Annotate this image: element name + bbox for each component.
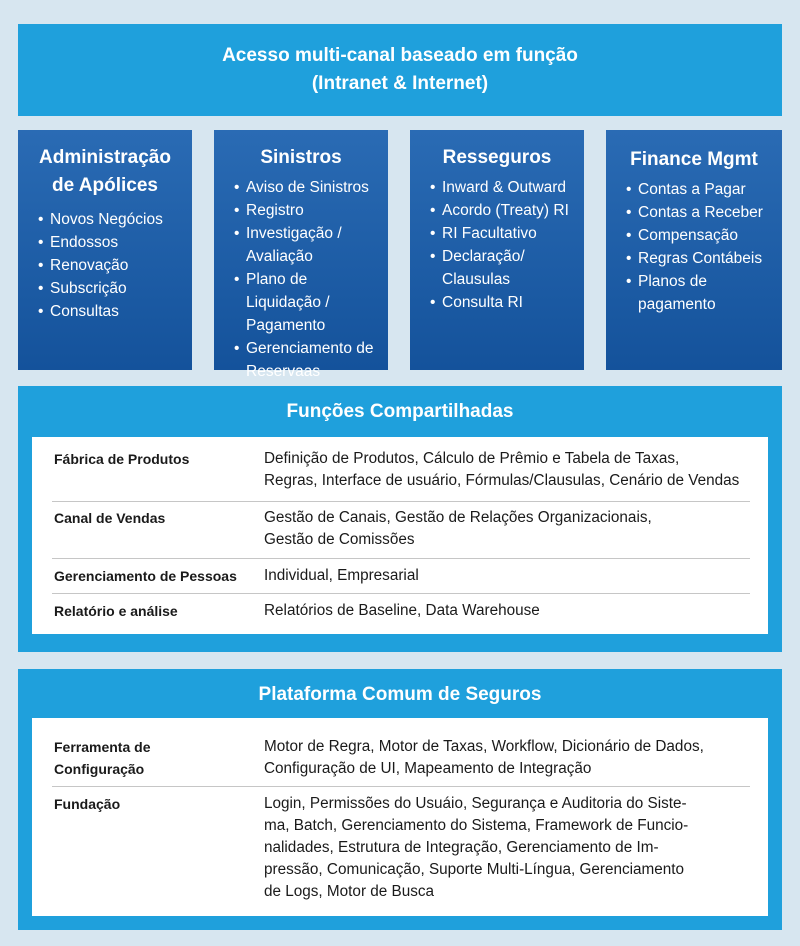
list-item: • Inward & Outward bbox=[430, 176, 578, 199]
list-item: • Acordo (Treaty) RI bbox=[430, 199, 578, 222]
table-row bbox=[54, 448, 750, 492]
list-item: • Subscrição bbox=[38, 277, 186, 300]
module-list bbox=[606, 178, 782, 316]
table-row bbox=[54, 565, 750, 587]
banner-title: Acesso multi-canal baseado em função bbox=[222, 45, 578, 66]
row-label: Canal de Vendas bbox=[54, 510, 166, 526]
list-item: • Consulta RI bbox=[430, 291, 578, 314]
list-item: • Consultas bbox=[38, 300, 186, 323]
module-policy-admin bbox=[18, 130, 192, 370]
list-item: • Investigação / Avaliação bbox=[234, 222, 382, 268]
list-item: • Planos de pagamento bbox=[626, 270, 776, 316]
row-value-line: ma, Batch, Gerenciamento do Sistema, Framework de Funcio- bbox=[264, 817, 689, 834]
insurance-platform-section bbox=[18, 669, 782, 930]
divider bbox=[52, 593, 750, 594]
module-title-line: Administração bbox=[39, 147, 171, 168]
row-value bbox=[264, 793, 750, 903]
list-item: • Endossos bbox=[38, 231, 186, 254]
banner-subtitle: (Intranet & Internet) bbox=[311, 73, 489, 94]
table-row bbox=[54, 793, 750, 903]
list-item: • Declaração/ Clausulas bbox=[430, 245, 578, 291]
divider bbox=[52, 786, 750, 787]
insurance-platform-panel bbox=[32, 718, 768, 916]
row-label: Fábrica de Produtos bbox=[54, 451, 190, 467]
list-item: • Regras Contábeis bbox=[626, 247, 776, 270]
row-value-line: Login, Permissões do Usuáio, Segurança e Auditoria do Siste- bbox=[264, 795, 687, 812]
section-title: Plataforma Comum de Seguros bbox=[258, 684, 542, 705]
list-item: • Aviso de Sinistros bbox=[234, 176, 382, 199]
divider bbox=[52, 501, 750, 502]
module-title: Finance Mgmt bbox=[630, 149, 758, 170]
module-reinsurance bbox=[410, 130, 584, 370]
module-title: Resseguros bbox=[442, 147, 552, 168]
row-value-line: Motor de Regra, Motor de Taxas, Workflow, Dicionário de Dados, bbox=[264, 738, 704, 755]
row-value-line: nalidades, Estrutura de Integração, Gerenciamento de Im- bbox=[264, 839, 659, 856]
table-row bbox=[54, 736, 750, 780]
shared-functions-panel bbox=[32, 437, 768, 634]
list-item: • Novos Negócios bbox=[38, 208, 186, 231]
shared-functions-section bbox=[18, 386, 782, 652]
row-value: Individual, Empresarial bbox=[264, 567, 419, 584]
module-finance bbox=[606, 130, 782, 370]
module-claims bbox=[214, 130, 388, 380]
row-label: Relatório e análise bbox=[54, 603, 178, 619]
module-title-line: de Apólices bbox=[52, 175, 158, 196]
row-value-line: Gestão de Canais, Gestão de Relações Organizacionais, bbox=[264, 509, 652, 526]
row-label-line: Ferramenta de bbox=[54, 739, 151, 755]
module-title bbox=[18, 130, 192, 200]
row-value bbox=[264, 448, 750, 492]
row-value: Relatórios de Baseline, Data Warehouse bbox=[264, 602, 540, 619]
divider bbox=[52, 558, 750, 559]
row-value-line: Configuração de UI, Mapeamento de Integração bbox=[264, 760, 592, 777]
list-item: • Renovação bbox=[38, 254, 186, 277]
row-label bbox=[54, 736, 264, 780]
table-row bbox=[54, 600, 750, 622]
module-list bbox=[214, 176, 388, 383]
table-row bbox=[54, 507, 750, 551]
row-value-line: pressão, Comunicação, Suporte Multi-Língua, Gerenciamento bbox=[264, 861, 685, 878]
row-value-line: Definição de Produtos, Cálculo de Prêmio e Tabela de Taxas, bbox=[264, 450, 680, 467]
module-title: Sinistros bbox=[260, 147, 342, 168]
list-item: • Contas a Pagar bbox=[626, 178, 776, 201]
row-value-line: de Logs, Motor de Busca bbox=[264, 883, 435, 900]
list-item: • Plano de Liquidação / Pagamento bbox=[234, 268, 382, 337]
access-banner bbox=[18, 24, 782, 116]
row-value bbox=[264, 507, 750, 551]
list-item: • Contas a Receber bbox=[626, 201, 776, 224]
row-value-line: Regras, Interface de usuário, Fórmulas/Clausulas, Cenário de Vendas bbox=[264, 472, 740, 489]
list-item: • Gerenciamento de Reservaas bbox=[234, 337, 382, 383]
list-item: • Compensação bbox=[626, 224, 776, 247]
list-item: • RI Facultativo bbox=[430, 222, 578, 245]
module-list bbox=[410, 176, 584, 314]
row-value-line: Gestão de Comissões bbox=[264, 531, 415, 548]
row-label: Fundação bbox=[54, 796, 121, 812]
row-label-line: Configuração bbox=[54, 761, 145, 777]
row-value bbox=[264, 736, 750, 780]
section-title: Funções Compartilhadas bbox=[286, 401, 514, 422]
module-list bbox=[18, 208, 192, 323]
list-item: • Registro bbox=[234, 199, 382, 222]
row-label: Gerenciamento de Pessoas bbox=[54, 568, 237, 584]
